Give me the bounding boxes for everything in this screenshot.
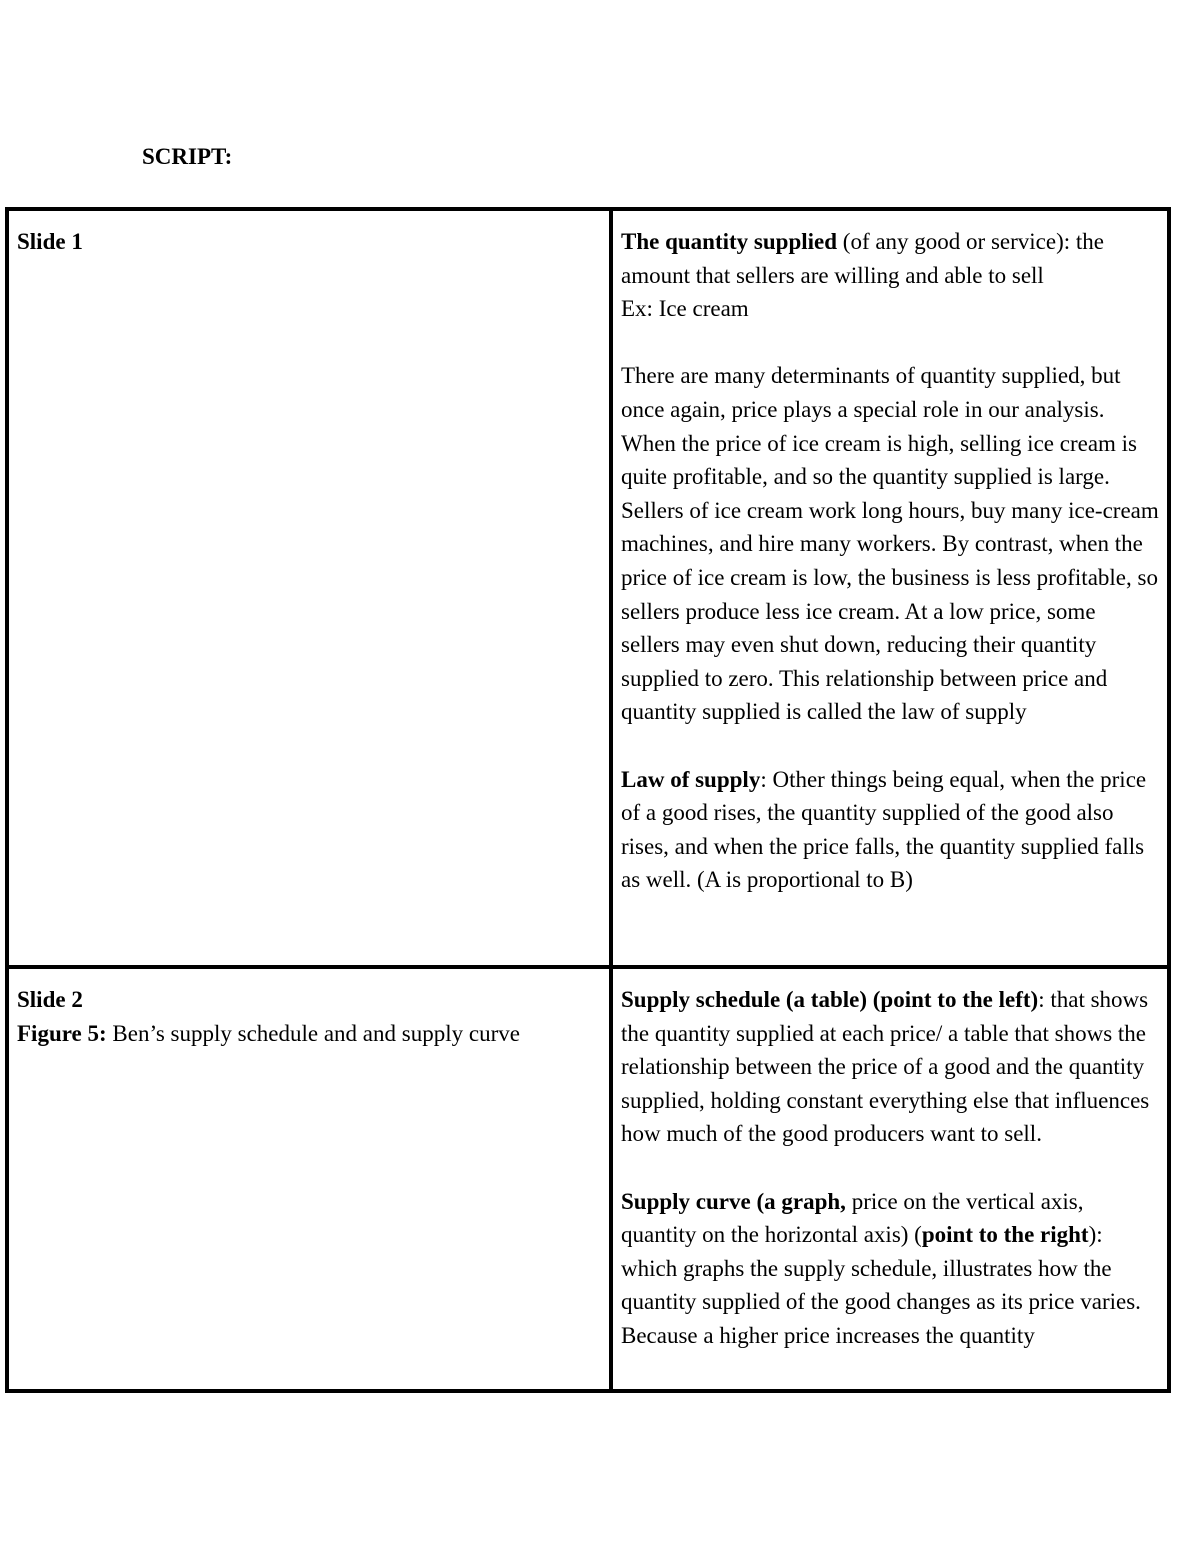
supply-schedule-term: Supply schedule (a table) (point to the left) — [621, 987, 1039, 1012]
determinants-paragraph: There are many determinants of quantity supplied, but once again, price plays a special role in our analysis. When the price of ice cream is high, selling ice cream is quite profitable, and so the quantity supplied is large. Sellers of ice cream work long hours, buy many ice-cream machines, and hire many workers. By contrast, when the price of ice cream is low, the business is less profitable, so sellers produce less ice cream. At a low price, some sellers may even shut down, reducing their quantity supplied to zero. This relationship between price and quantity supplied is called the law of supply — [621, 363, 1159, 725]
point-to-right-term: point to the right — [921, 1222, 1089, 1248]
supply-curve-axes-text: price on the vertical axis, quantity on the horizontal axis) ( — [621, 1188, 1084, 1248]
figure-label: Figure 5: — [17, 1020, 107, 1046]
supply-schedule-text: : that shows the quantity supplied at each price/ a table that shows the relationship between the price of a good and the quantity supplied, holding constant everything else that influences how much of the good producers want to sell. — [621, 987, 1150, 1147]
law-of-supply-paragraph — [621, 763, 1159, 897]
ice-cream-example: Ex: Ice cream — [621, 296, 749, 322]
law-of-supply-term: Law of supply — [621, 766, 761, 792]
slide-1-script-cell — [611, 209, 1169, 967]
table-row-slide-1 — [7, 209, 1169, 967]
slide-2-script-cell — [611, 967, 1169, 1391]
law-of-supply-text: : Other things being equal, when the price of a good rises, the quantity supplied of the good also rises, and when the price falls, the quantity supplied falls as well. (A is proportional to B) — [621, 766, 1147, 893]
quantity-supplied-text: (of any good or service): the amount that sellers are willing and able to sell — [621, 229, 1104, 288]
supply-curve-text: ): which graphs the supply schedule, illustrates how the quantity supplied of the good changes as its price varies. Because a higher price increases the quantity — [621, 1222, 1141, 1348]
supply-curve-term: Supply curve (a graph, — [621, 1188, 846, 1214]
figure-caption-text: Ben’s supply schedule and and supply curve — [106, 1020, 520, 1046]
slide-1-left-cell — [7, 209, 611, 967]
supply-schedule-paragraph — [621, 983, 1159, 1151]
slide-1-label: Slide 1 — [17, 229, 83, 254]
slide-2-left-cell — [7, 967, 611, 1391]
figure-caption — [17, 1017, 601, 1051]
table-row-slide-2 — [7, 967, 1169, 1391]
page-heading: SCRIPT: — [142, 144, 233, 169]
script-table — [5, 207, 1171, 1393]
quantity-supplied-term: The quantity supplied — [621, 229, 838, 254]
slide-2-label: Slide 2 — [17, 987, 83, 1012]
quantity-supplied-definition — [621, 225, 1159, 326]
supply-curve-paragraph — [621, 1185, 1159, 1353]
